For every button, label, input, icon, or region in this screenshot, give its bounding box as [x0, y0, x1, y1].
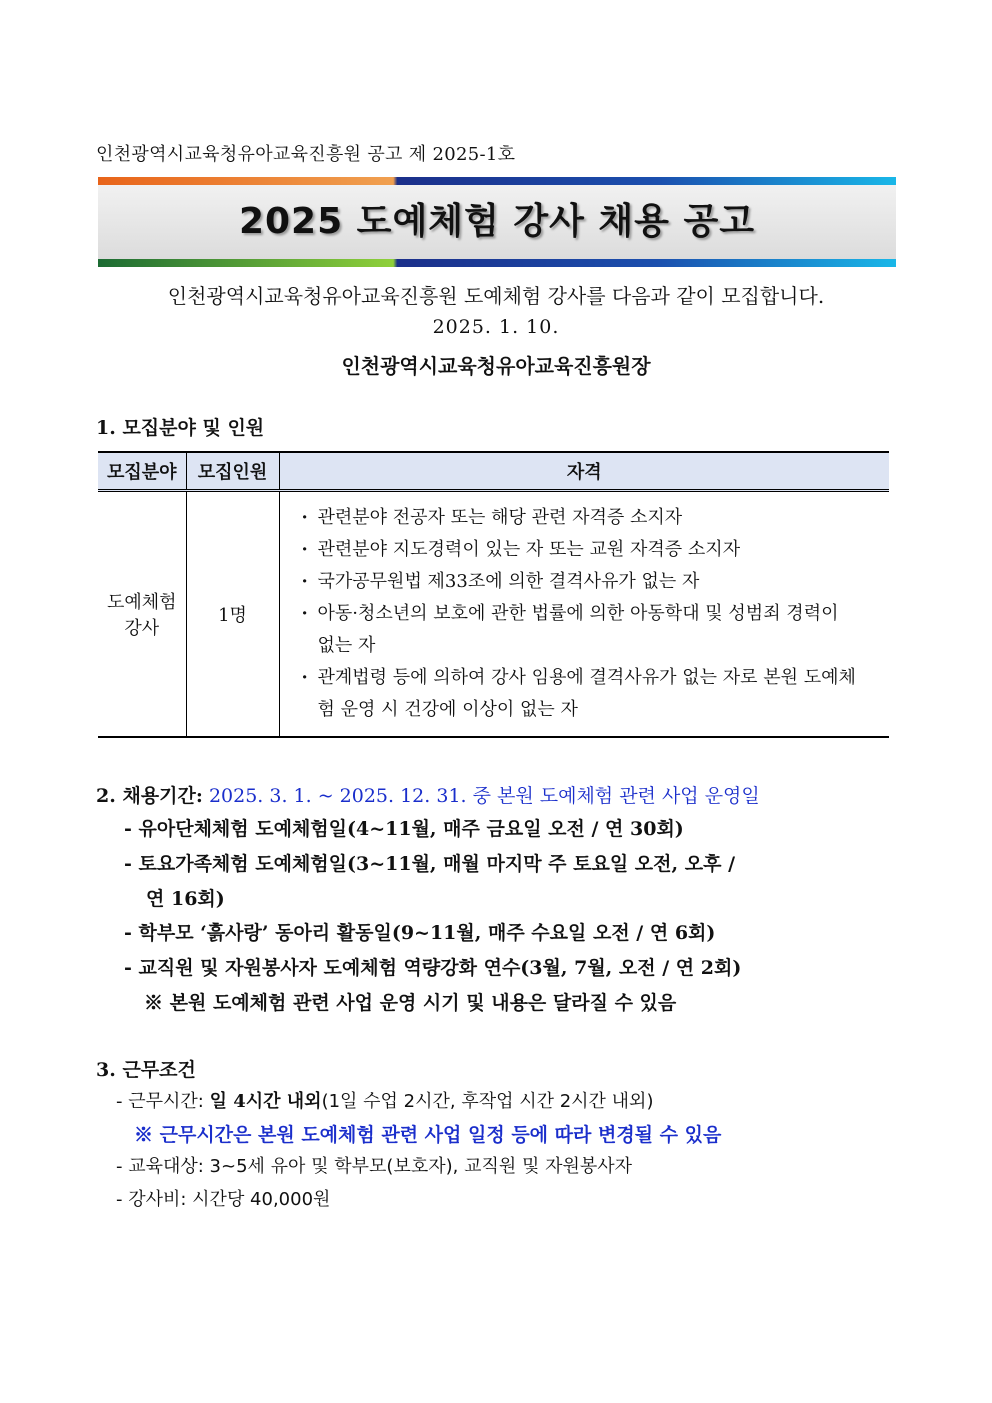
field-line2: 강사 — [124, 618, 160, 639]
banner-top-stripe — [98, 177, 896, 185]
banner-bottom-stripe — [98, 259, 896, 267]
cell-count: 1명 — [186, 491, 279, 738]
qualification-item: · 국가공무원법 제33조에 의한 결격사유가 없는 자 — [298, 566, 890, 598]
intro-statement: 인천광역시교육청유아교육진흥원 도예체험 강사를 다음과 같이 모집합니다. — [167, 284, 825, 308]
notice-date: 2025. 1. 10. — [432, 316, 560, 338]
schedule-item: - 유아단체체험 도예체험일(4~11월, 매주 금요일 오전 / 연 30회) — [124, 818, 684, 840]
table-header-row — [98, 452, 889, 491]
schedule-item: - 교직원 및 자원봉사자 도예체험 역량강화 연수(3월, 7월, 오전 / 연 2회) — [124, 957, 742, 979]
work-hours-label: - 근무시간: — [116, 1091, 204, 1112]
field-line1: 도예체험 — [106, 592, 177, 613]
table-row — [98, 491, 889, 738]
column-header-field: 모집분야 — [98, 452, 186, 491]
qualification-list — [298, 502, 890, 726]
qualification-item: · 관계법령 등에 의하여 강사 임용에 결격사유가 없는 자로 본원 도예체험 운영 시 건강에 이상이 없는 자 — [298, 662, 868, 726]
cell-field — [98, 491, 186, 738]
section3-heading: 3. 근무조건 — [96, 1059, 196, 1081]
instructor-fee: - 강사비: 시간당 40,000원 — [116, 1189, 331, 1210]
title-banner — [98, 177, 896, 267]
schedule-item: - 학부모 ‘흙사랑’ 동아리 활동일(9~11월, 매주 수요일 오전 / 연 6회) — [124, 922, 716, 944]
section2-heading — [96, 781, 760, 808]
column-header-qualification: 자격 — [279, 452, 889, 491]
work-hours-note: ※ 근무시간은 본원 도예체험 관련 사업 일정 등에 따라 변경될 수 있음 — [134, 1124, 722, 1146]
work-hours-line — [116, 1087, 653, 1113]
work-hours-detail: (1일 수업 2시간, 후작업 시간 2시간 내외) — [321, 1091, 654, 1112]
qualification-item: · 관련분야 전공자 또는 해당 관련 자격증 소지자 — [298, 502, 890, 534]
schedule-item: - 토요가족체험 도예체험일(3~11월, 매월 마지막 주 토요일 오전, 오후 / — [124, 853, 736, 875]
page-title: 2025 도예체험 강사 채용 공고 — [238, 201, 756, 242]
cell-qualifications — [279, 491, 889, 738]
notice-number: 인천광역시교육청유아교육진흥원 공고 제 2025-1호 — [96, 144, 516, 165]
recruitment-table — [98, 451, 889, 738]
qualification-item: · 아동·청소년의 보호에 관한 법률에 의한 아동학대 및 성범죄 경력이 없는 자 — [298, 598, 858, 662]
education-target: - 교육대상: 3~5세 유아 및 학부모(보호자), 교직원 및 자원봉사자 — [116, 1156, 633, 1177]
issuer-name: 인천광역시교육청유아교육진흥원장 — [341, 354, 651, 378]
work-hours-value: 일 4시간 내외 — [209, 1091, 322, 1112]
qualification-item: · 관련분야 지도경력이 있는 자 또는 교원 자격증 소지자 — [298, 534, 890, 566]
section2-label: 2. 채용기간: — [96, 785, 203, 807]
schedule-item-continued: 연 16회) — [146, 888, 225, 910]
schedule-note: ※ 본원 도예체험 관련 사업 운영 시기 및 내용은 달라질 수 있음 — [144, 992, 677, 1014]
section1-heading: 1. 모집분야 및 인원 — [96, 417, 265, 439]
column-header-count: 모집인원 — [186, 452, 279, 491]
employment-period: 2025. 3. 1. ~ 2025. 12. 31. 중 본원 도예체험 관련 사업 운영일 — [208, 785, 760, 807]
